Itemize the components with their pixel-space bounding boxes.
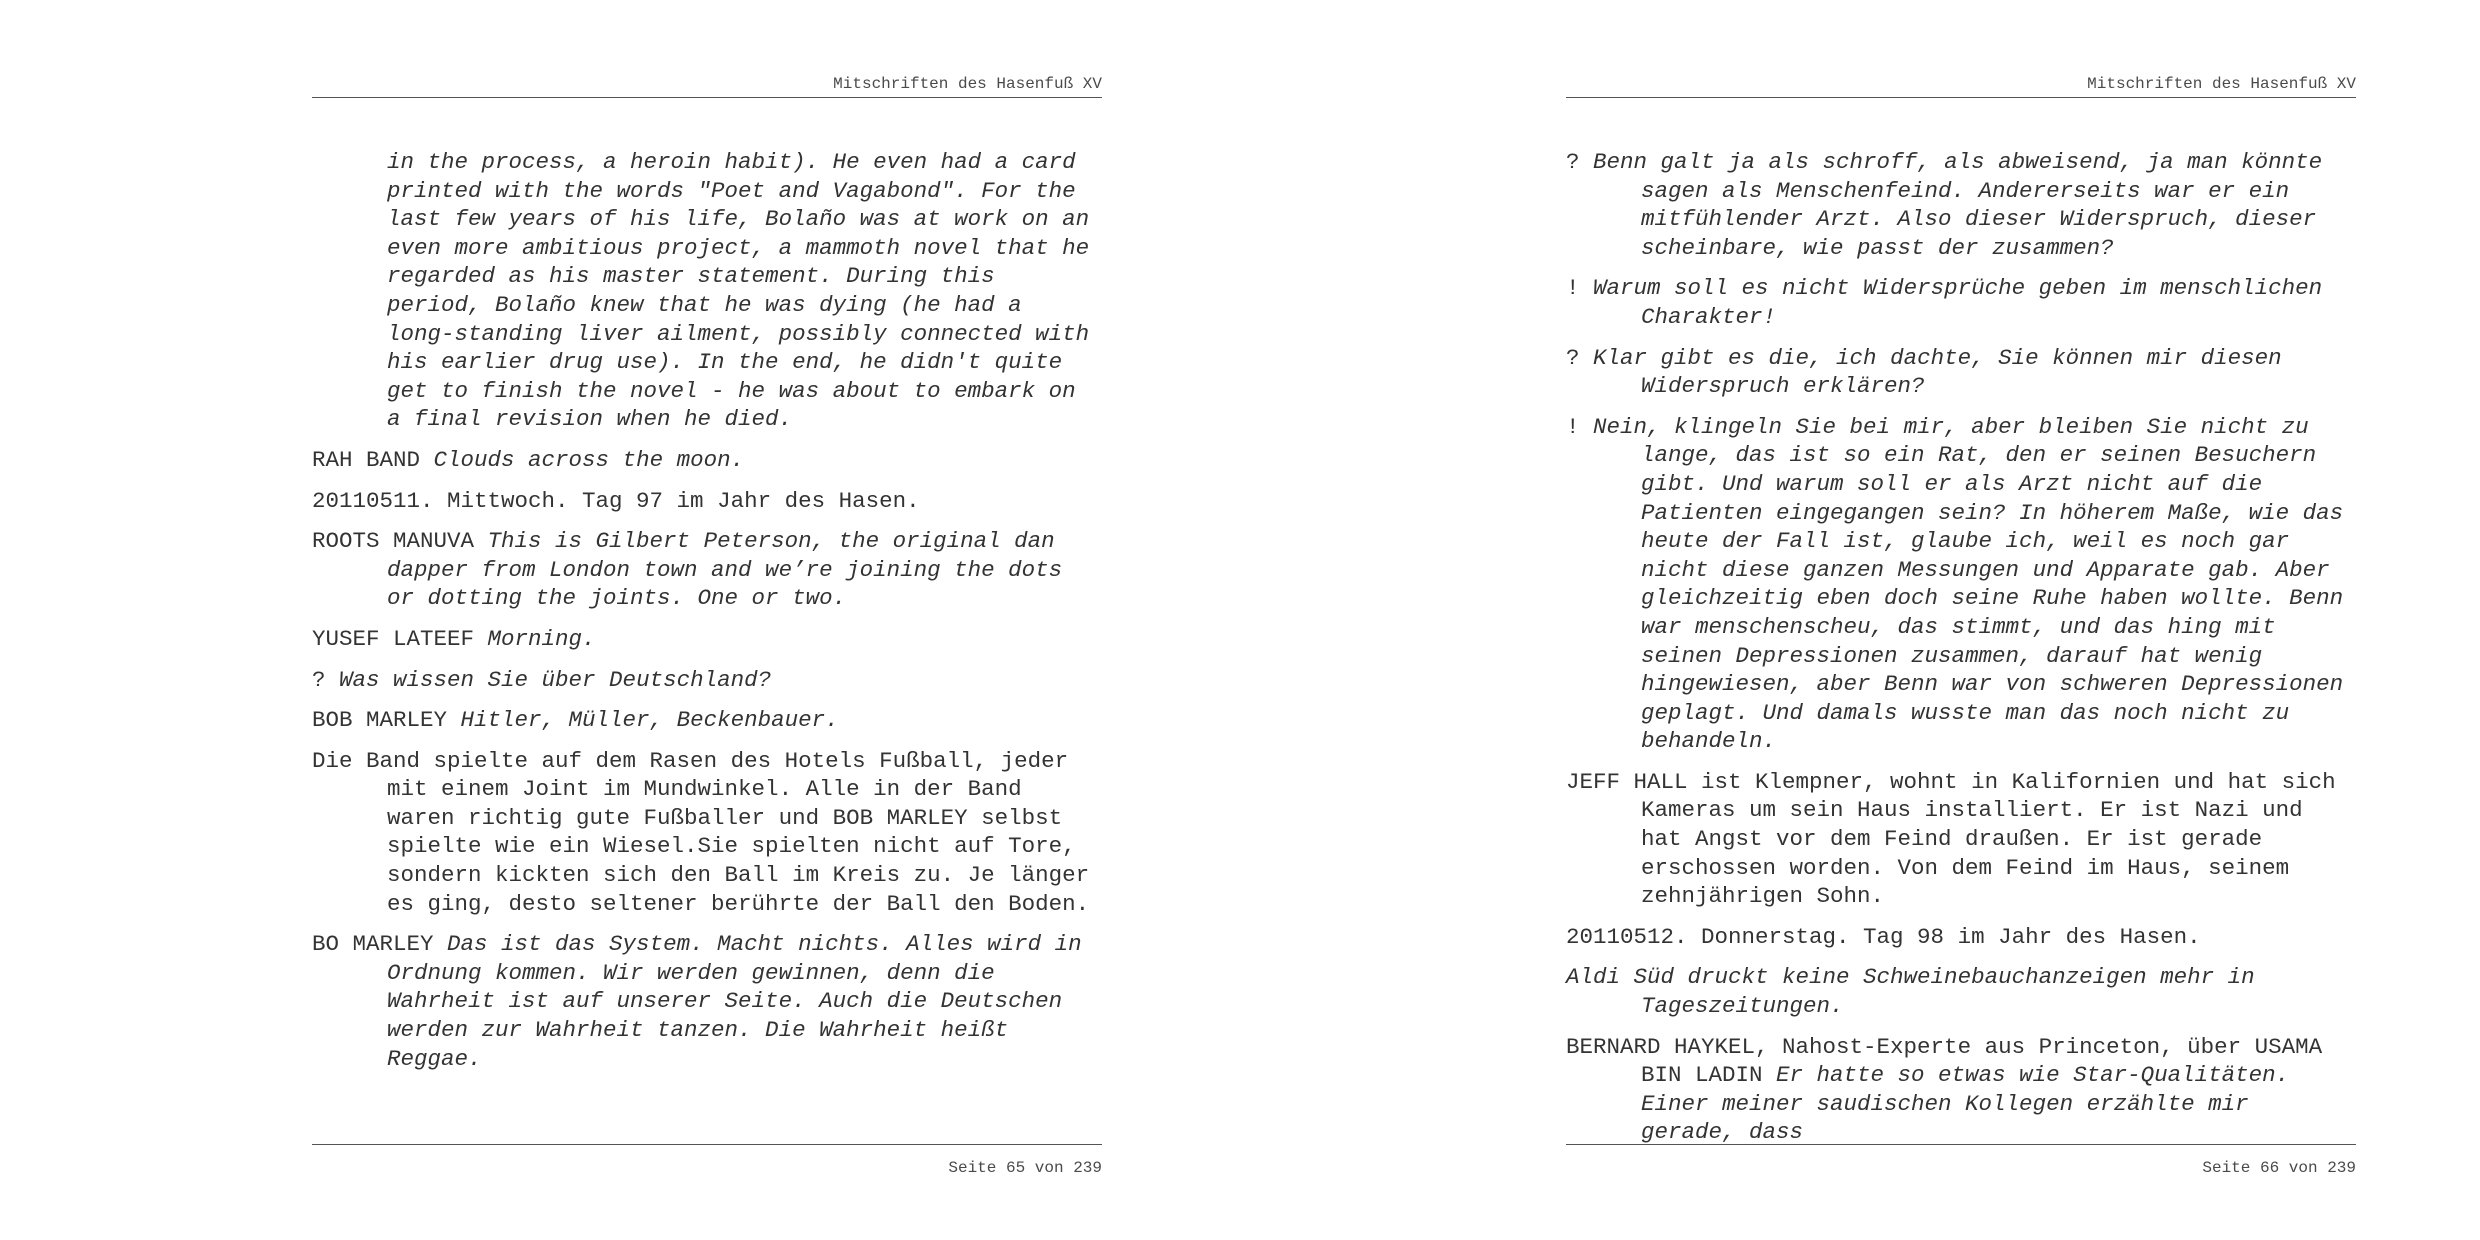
question-marker: ?: [1566, 149, 1594, 175]
paragraph: [312, 148, 1102, 434]
answer-marker: !: [1566, 413, 1594, 440]
question-paragraph: [1566, 148, 2356, 262]
italic-text: Was wissen Sie über Deutschland?: [339, 666, 772, 693]
question-paragraph: [1566, 344, 2356, 401]
italic-text: This is Gilbert Peterson, the original dan dapper from London town and we’re joining the dots or dotting the joints. One or two.: [387, 528, 1063, 612]
speaker-label: BERNARD HAYKEL, Nahost-Experte aus Princeton, über USAMA BIN LADIN: [1566, 1033, 2323, 1089]
footer-rule: [1566, 1144, 2356, 1145]
paragraph: [312, 446, 1102, 475]
date-entry: [312, 487, 1102, 516]
speaker-label: YUSEF LATEEF: [312, 625, 488, 652]
speaker-label: ROOTS MANUVA: [312, 528, 488, 555]
italic-text: Warum soll es nicht Widersprüche geben im menschlichen Charakter!: [1593, 275, 2323, 330]
paragraph: [312, 930, 1102, 1073]
page-body: [312, 148, 1102, 1085]
plain-text: 20110511. Mittwoch. Tag 97 im Jahr des Hasen.: [312, 487, 920, 514]
question-paragraph: [312, 666, 1102, 695]
answer-paragraph: [1566, 413, 2356, 756]
paragraph: [312, 747, 1102, 919]
italic-text: Das ist das System. Macht nichts. Alles wird in Ordnung kommen. Wir werden gewinnen, denn die Wahrheit ist auf unserer Seite. Auch die Deutschen werden zur Wahrheit tanzen. Die Wahrheit heißt Reggae.: [387, 931, 1082, 1072]
page-number: Seite 66 von 239: [2202, 1159, 2356, 1177]
running-header: Mitschriften des Hasenfuß XV: [2087, 75, 2356, 93]
italic-text: Morning.: [487, 625, 596, 652]
italic-text: Klar gibt es die, ich dachte, Sie können mir diesen Widerspruch erklären?: [1593, 344, 2282, 400]
paragraph: [1566, 1033, 2356, 1147]
page-body: [1566, 148, 2356, 1159]
header-rule: [1566, 97, 2356, 98]
plain-text: JEFF HALL ist Klempner, wohnt in Kalifornien und hat sich Kameras um sein Haus installiert. Er ist Nazi und hat Angst vor dem Feind draußen. Er ist gerade erschossen worden. Von dem Feind im Haus, seinem zehnjährigen Sohn.: [1566, 768, 2336, 910]
footer-rule: [312, 1144, 1102, 1145]
italic-text: Aldi Süd druckt keine Schweinebauchanzeigen mehr in Tageszeitungen.: [1566, 964, 2255, 1020]
italic-text: Nein, klingeln Sie bei mir, aber bleiben Sie nicht zu lange, das ist so ein Rat, den er seinen Besuchern gibt. Und warum soll er als Arzt nicht auf die Patienten eingegangen sein? In höherem Maße, wie das heute der Fall ist, glaube ich, weil es noch gar nicht diese ganzen Messungen und Apparate gab. Aber gleichzeitig eben doch seine Ruhe haben wollte. Benn war menschenscheu, das stimmt, und das hing mit seinen Depressionen zusammen, darauf hat wenig hingewiesen, aber Benn war von schweren Depressionen geplagt. Und damals wusste man das noch nicht zu behandeln.: [1593, 413, 2344, 755]
answer-marker: !: [1566, 275, 1594, 302]
paragraph: [312, 625, 1102, 654]
right-page: [1566, 0, 2356, 1240]
date-entry: [1566, 923, 2356, 952]
paragraph: [312, 527, 1102, 613]
speaker-label: BOB MARLEY: [312, 707, 461, 734]
italic-text: Benn galt ja als schroff, als abweisend, ja man könnte sagen als Menschenfeind. Andererseits war er ein mitfühlender Arzt. Also dieser Widerspruch, dieser scheinbare, wie passt der zusammen?: [1593, 149, 2323, 261]
question-marker: ?: [312, 666, 340, 693]
plain-text: 20110512. Donnerstag. Tag 98 im Jahr des Hasen.: [1566, 923, 2201, 950]
plain-text: Die Band spielte auf dem Rasen des Hotels Fußball, jeder mit einem Joint im Mundwinkel. Alle in der Band waren richtig gute Fußballer und BOB MARLEY selbst spielte wie ein Wiesel.Sie spielten nicht auf Tore, sondern kickten sich den Ball im Kreis zu. Je länger es ging, desto seltener berührte der Ball den Boden.: [312, 747, 1090, 917]
question-marker: ?: [1566, 344, 1594, 371]
paragraph: [1566, 768, 2356, 911]
answer-paragraph: [1566, 274, 2356, 331]
speaker-label: BO MARLEY: [312, 931, 448, 958]
paragraph: [1566, 963, 2356, 1020]
italic-text: Clouds across the moon.: [433, 446, 745, 473]
italic-text: Hitler, Müller, Beckenbauer.: [460, 707, 839, 734]
speaker-label: RAH BAND: [312, 446, 434, 473]
page-number: Seite 65 von 239: [948, 1159, 1102, 1177]
running-header: Mitschriften des Hasenfuß XV: [833, 75, 1102, 93]
italic-text: Er hatte so etwas wie Star-Qualitäten. Einer meiner saudischen Kollegen erzählte mir gerade, dass: [1641, 1062, 2290, 1146]
paragraph: [312, 706, 1102, 735]
italic-text: in the process, a heroin habit). He even had a card printed with the words "Poet and Vagabond". For the last few years of his life, Bolaño was at work on an even more ambitious project, a mammoth novel that he regarded as his master statement. During this period, Bolaño knew that he was dying (he had a long-standing liver ailment, possibly connected with his earlier drug use). In the end, he didn't quite get to finish the novel - he was about to embark on a final revision when he died.: [387, 149, 1090, 433]
header-rule: [312, 97, 1102, 98]
left-page: [312, 0, 1102, 1240]
